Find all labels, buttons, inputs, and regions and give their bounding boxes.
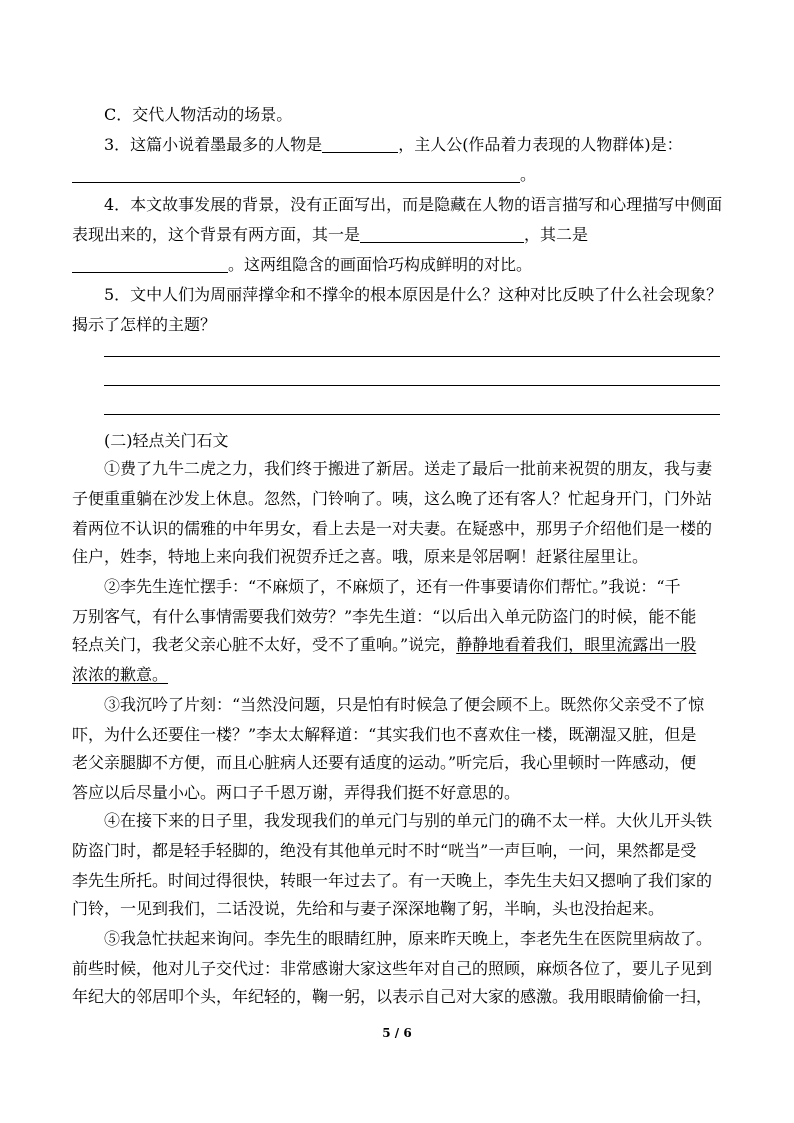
question-5-line-1: 5．文中人们为周丽萍撑伞和不撑伞的根本原因是什么？这种对比反映了什么社会现象？: [104, 285, 722, 304]
paragraph-4-line: 防盗门时，都是轻手轻脚的，绝没有其他单元时不时“咣当”一声巨响，一问，果然都是受: [72, 841, 697, 860]
paragraph-1-line: 住户，姓李，特地上来向我们祝贺乔迁之喜。哦，原来是邻居啊！赶紧往屋里让。: [72, 547, 649, 566]
paragraph-5-line: 前些时候，他对儿子交代过：非常感谢大家这些年对自己的照顾，麻烦各位了，要儿子见到: [72, 959, 713, 978]
paragraph-2-line: [72, 632, 722, 658]
answer-blank-2[interactable]: [72, 166, 520, 183]
paragraph-1-line: 子便重重躺在沙发上休息。忽然，门铃响了。咦，这么晚了还有客人？忙起身开门，门外站: [72, 489, 713, 508]
page-number: 5 / 6: [382, 1026, 412, 1040]
paragraph-2-text: 轻点关门，我老父亲心脏不太好，受不了重响。”说完，: [72, 635, 457, 654]
paragraph-5-line: ⑤我急忙扶起来询问。李先生的眼睛红肿，原来昨天晚上，李老先生在医院里病故了。: [104, 929, 713, 948]
paragraph-3-line: ③我沉吟了片刻：“当然没问题，只是怕有时候急了便会顾不上。既然你父亲受不了惊: [104, 695, 705, 714]
question-3-text-b: ，主人公(作品着力表现的人物群体)是：: [398, 135, 683, 154]
question-4-text-b: ，其二是: [524, 225, 589, 244]
paragraph-5-line: 年纪大的邻居叩个头，年纪轻的，鞠一躬，以表示自己对大家的感激。我用眼睛偷偷一扫，: [72, 987, 713, 1006]
answer-line-1[interactable]: [104, 356, 720, 357]
paragraph-4-line: 李先生所托。时间过得很快，转眼一年过去了。有一天晚上，李先生夫妇又摁响了我们家的: [72, 871, 713, 890]
paragraph-1-line: 着两位不认识的儒雅的中年男女，看上去是一对夫妻。在疑惑中，那男子介绍他们是一楼的: [72, 519, 713, 538]
answer-blank-1[interactable]: [322, 136, 398, 153]
section-title: (二)轻点关门石文: [104, 431, 229, 450]
question-5-line-2: 揭示了怎样的主题？: [72, 315, 217, 334]
question-3: [104, 132, 722, 158]
option-c: C．交代人物活动的场景。: [104, 105, 293, 124]
question-3-answer-line: [72, 162, 722, 188]
paragraph-2-line: ②李先生连忙摆手：“不麻烦了，不麻烦了，还有一件事要请你们帮忙。”我说：“千: [104, 577, 681, 596]
paragraph-4-line: 门铃，一见到我们，二话没说，先给和与妻子深深地鞠了躬，半晌，头也没抬起来。: [72, 899, 665, 918]
question-4-line-3: [72, 252, 722, 278]
answer-blank-4[interactable]: [72, 256, 228, 273]
paragraph-3-line: 吓，为什么还要住一楼？”李太太解释道：“其实我们也不喜欢住一楼，既潮湿又脏，但是: [72, 725, 697, 744]
paragraph-2-line: 万别客气，有什么事情需要我们效劳？”李先生道：“以后出入单元防盗门的时候，能不能: [72, 607, 697, 626]
question-4-text-c: 。这两组隐含的画面恰巧构成鲜明的对比。: [228, 255, 533, 274]
answer-blank-3[interactable]: [360, 226, 524, 243]
question-3-end: 。: [520, 165, 537, 184]
answer-line-3[interactable]: [104, 414, 720, 415]
question-4-text-a: 表现出来的，这个背景有两方面，其一是: [72, 225, 361, 244]
underlined-sentence: 静静地看着我们，眼里流露出一股: [456, 635, 697, 654]
paragraph-1-line: ①费了九牛二虎之力，我们终于搬进了新居。送走了最后一批前来祝贺的朋友，我与妻: [104, 459, 713, 478]
answer-line-2[interactable]: [104, 385, 720, 386]
question-4-line-2: [72, 222, 722, 248]
paragraph-2-line: [72, 662, 722, 688]
paragraph-3-line: 老父亲腿脚不方便，而且心脏病人还要有适度的运动。”听完后，我心里顿时一阵感动，便: [72, 753, 697, 772]
question-3-text-a: 3．这篇小说着墨最多的人物是: [104, 135, 323, 154]
paragraph-4-line: ④在接下来的日子里，我发现我们的单元门与别的单元门的确不太一样。大伙儿开头铁: [104, 811, 713, 830]
question-4-line-1: 4．本文故事发展的背景，没有正面写出，而是隐藏在人物的语言描写和心理描写中侧面: [104, 195, 722, 214]
paragraph-3-line: 答应以后尽量小心。两口子千恩万谢，弄得我们挺不好意思的。: [72, 783, 521, 802]
underlined-sentence-end: 浓浓的歉意。: [72, 665, 169, 684]
